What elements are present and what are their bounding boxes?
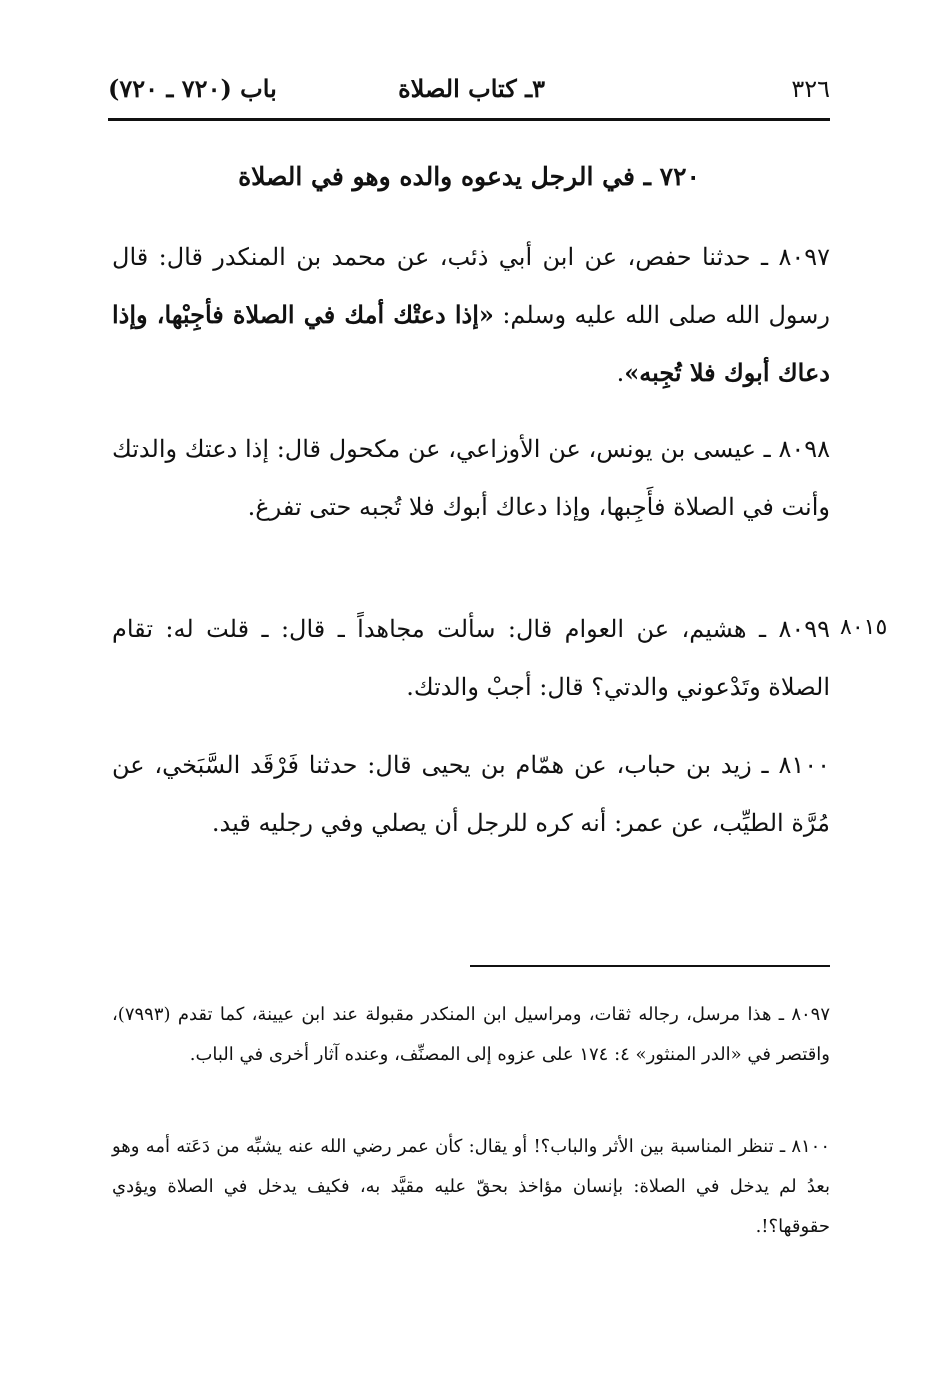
page-number: ٣٢٦ [791,75,830,103]
book-title: ٣ـ كتاب الصلاة [398,74,545,103]
hadith-8097-matn: «إذا دعتْك أمك في الصلاة فأجِبْها، وإذا دعاك أبوك فلا تُجِبه» [112,300,830,387]
chapter-title: ٧٢٠ ـ في الرجل يدعوه والده وهو في الصلاة [238,162,700,191]
hadith-8100: ٨١٠٠ ـ زيد بن حباب، عن همّام بن يحيى قال: حدثنا فَرْقَد السَّبَخي، عن مُرَّة الطيِّب، عن عمر: أنه كره للرجل أن يصلي وفي رجليه قيد. [112,751,831,837]
footnote-8097: ٨٠٩٧ ـ هذا مرسل، رجاله ثقات، ومراسيل ابن المنكدر مقبولة عند ابن عيينة، كما تقدم (٧٩٩٣)، واقتصر في «الدر المنثور» ٤: ١٧٤ على عزوه إلى المصنِّف، وعنده آثار أخرى في الباب. [112,1004,830,1065]
hadith-8097-end: . [616,359,625,387]
margin-reference-number: ٨٠١٥ [840,615,888,640]
header-rule [108,118,830,121]
hadith-8097-isnad: ٨٠٩٧ ـ حدثنا حفص، عن ابن أبي ذئب، عن محمد بن المنكدر قال: قال رسول الله صلى الله عليه وسلم: [112,243,830,329]
footnote-rule [470,965,830,967]
hadith-8098: ٨٠٩٨ ـ عيسى بن يونس، عن الأوزاعي، عن مكحول قال: إذا دعتك والدتك وأنت في الصلاة فأَجِبها، وإذا دعاك أبوك فلا تُجبه حتى تفرغ. [112,435,830,521]
hadith-8097 [112,228,830,402]
running-header [108,72,830,112]
footnote-8100: ٨١٠٠ ـ تنظر المناسبة بين الأثر والباب؟! أو يقال: كأن عمر رضي الله عنه يشبِّه من دَعَته أمه وهو بعدُ لم يدخل في الصلاة: بإنسان مؤاخذ بحقّ عليه مقيَّد به، فكيف يدخل في الصلاة ويؤدي حقوقها؟!. [112,1136,830,1237]
hadith-8099: ٨٠٩٩ ـ هشيم، عن العوام قال: سألت مجاهداً ـ قال: ـ قلت له: تقام الصلاة وتَدْعوني والدتي؟ قال: أجبْ والدتك. [112,615,830,701]
chapter-range: باب (٧٢٠ ـ ٧٢٠) [108,74,277,103]
